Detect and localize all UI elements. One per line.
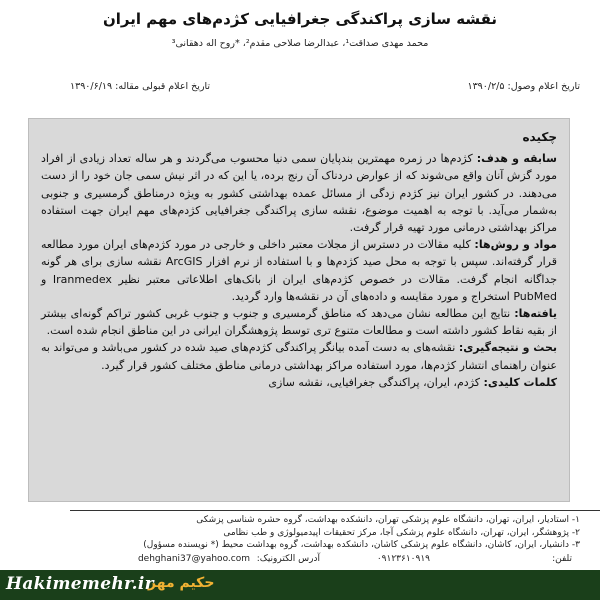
- abstract-keywords: [41, 374, 557, 391]
- email-label: آدرس الکترونیک:: [256, 553, 320, 564]
- phone-number: ۰۹۱۲۳۶۱۰۹۱۹: [376, 553, 430, 564]
- section-label: کلمات کلیدی:: [483, 375, 557, 389]
- watermark-logo-text: حکیم مهر: [148, 575, 215, 591]
- section-text: کلیه مقالات در دسترس از مجلات معتبر داخلی و خارجی در مورد کژدم‌های ایران مورد مطالعه قرار گرفته‌اند. سپس با توجه به محل صید کژدم‌ها و با استفاده از نرم افزار ArcGIS نقشه سازی برای هر گونه جداگانه انجام گرفت. مقالات در خصوص کژدم‌های ایران از بانک‌های اطلاعاتی معتبر نظیر Iranmedex و PubMed استخراج و مورد مقایسه و داده‌های آن در نقشه‌ها وارد گردید.: [41, 238, 557, 303]
- affiliation-1: ۱- استادیار، ایران، تهران، دانشگاه علوم پزشکی تهران، دانشکده بهداشت، گروه حشره شناسی پزشکی: [196, 515, 580, 525]
- abstract: [41, 129, 557, 391]
- abstract-heading: چکیده: [522, 130, 557, 144]
- abstract-results: [41, 305, 557, 339]
- affiliation-2: ۲- پژوهشگر، ایران، تهران، دانشگاه علوم پزشکی آجا، مرکز تحقیقات اپیدمیولوژی و طب نظامی: [223, 527, 580, 538]
- watermark-bar: [0, 570, 600, 600]
- accepted-date: تاریخ اعلام قبولی مقاله: ۱۳۹۰/۶/۱۹: [70, 81, 211, 92]
- section-label: سابقه و هدف:: [476, 152, 557, 166]
- author-list: محمد مهدی صداقت¹، عبدالرضا صلاحی مقدم²، *روح اله دهقانی³: [171, 38, 429, 49]
- contact-row: [20, 553, 580, 566]
- footnotes: [20, 514, 580, 566]
- abstract-box: [28, 118, 570, 502]
- section-label: یافته‌ها:: [514, 307, 557, 321]
- section-label: مواد و روش‌ها:: [474, 238, 557, 252]
- phone-label: تلفن:: [552, 553, 572, 564]
- abstract-background: [41, 150, 557, 236]
- affiliation-3: ۳- دانشیار، ایران، کاشان، دانشگاه علوم پزشکی کاشان، دانشکده بهداشت، گروه بهداشت محیط (* نویسنده مسؤول): [143, 540, 580, 550]
- abstract-methods: [41, 236, 557, 305]
- footnote-divider: [70, 510, 600, 511]
- article-title: نقشه سازی پراکندگی جغرافیایی کژدم‌های مهم ایران: [102, 10, 498, 28]
- section-label: بحث و نتیجه‌گیری:: [458, 341, 558, 355]
- watermark-url[interactable]: Hakimemehr.ir: [6, 574, 154, 594]
- abstract-conclusion: [41, 339, 557, 373]
- section-text: کژدم‌ها در زمره مهمترین بندپایان سمی دنیا محسوب می‌گردند و هر ساله تعداد زیادی از افراد مورد گزش آنان واقع می‌شوند که از عوارض دردناک آن رنج برده، یا این که در اثر نیش سمی جان خود را از دست می‌دهند. در کشور ایران نیز کژدم زدگی از مسائل عمده بهداشتی کشور به ویژه درمناطق گرمسیری و جنوبی به‌شمار می‌آید. با توجه به اهمیت موضوع، نقشه سازی پراکندگی جغرافیایی کژدم‌های مهم ایران جهت استفاده مراکز بهداشتی درمانی مورد تهیه قرار گرفت.: [41, 152, 557, 235]
- section-text: کژدم، ایران، پراکندگی جغرافیایی، نقشه سازی: [268, 375, 484, 389]
- section-text: نتایج این مطالعه نشان می‌دهد که مناطق گرمسیری و جنوب و جنوب غربی کشور تراکم گونه‌ای بیشتر از بقیه نقاط کشور داشته است و مطالعات متنوع تری توسط پژوهشگران ایرانی در این مناطق انجام شده است.: [41, 307, 557, 338]
- received-date: تاریخ اعلام وصول: ۱۳۹۰/۲/۵: [467, 81, 580, 92]
- section-text: نقشه‌های به دست آمده بیانگر پراکندگی کژدم‌های صید شده در کشور می‌باشد و می‌تواند به عنوان راهنمای انتشار کژدم‌ها، مورد استفاده مراکز بهداشتی درمانی مناطق مختلف کشور قرار گیرد.: [41, 341, 557, 372]
- email-address[interactable]: dehghani37@yahoo.com: [137, 553, 250, 564]
